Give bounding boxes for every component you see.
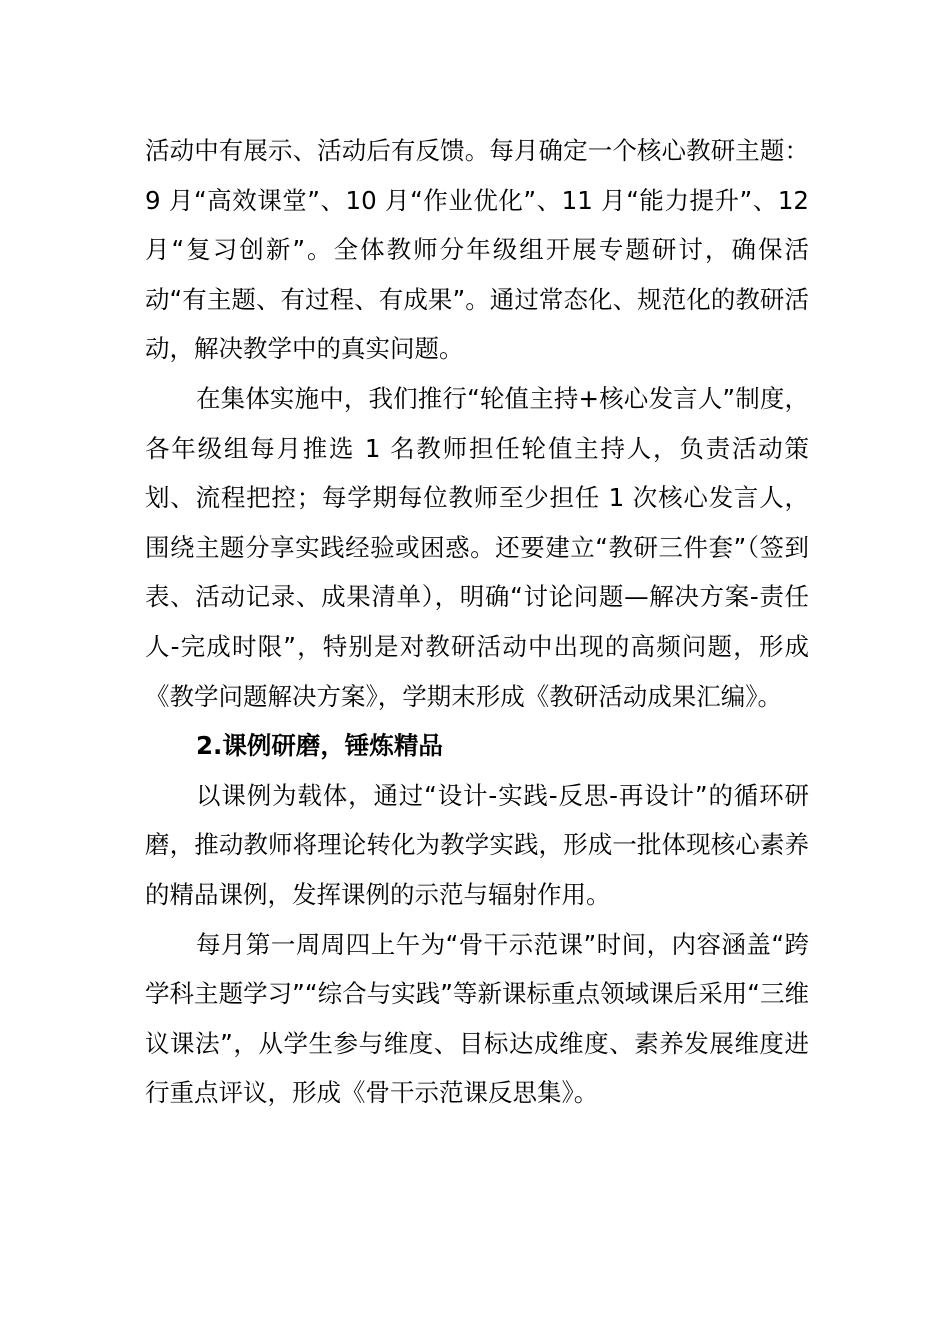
paragraph-activity-themes: 活动中有展示、活动后有反馈。每月确定一个核心教研主题：9 月“高效课堂”、10 月“作业优化”、11 月“能力提升”、12 月“复习创新”。全体教师分年级组开展专题研讨，确保活动“有主题、有过程、有成果”。通过常态化、规范化的教研活动，解决教学中的真实问题。: [145, 136, 809, 364]
paragraph-lesson-cycle: 以课例为载体，通过“设计-实践-反思-再设计”的循环研磨，推动教师将理论转化为教学实践，形成一批体现核心素养的精品课例，发挥课例的示范与辐射作用。: [145, 780, 809, 909]
document-body: [145, 126, 809, 1118]
paragraph-rotating-host-system: 在集体实施中，我们推行“轮值主持+核心发言人”制度，各年级组每月推选 1 名教师担任轮值主持人，负责活动策划、流程把控；每学期每位教师至少担任 1 次核心发言人，围绕主题分享实践经验或困惑。还要建立“教研三件套”（签到表、活动记录、成果清单），明确“讨论问题—解决方案-责任人-完成时限”，特别是对教研活动中出现的高频问题，形成《教学问题解决方案》，学期末形成《教研活动成果汇编》。: [145, 383, 809, 711]
section-heading-lesson-polishing: 2.课例研磨，锤炼精品: [196, 731, 443, 761]
paragraph-demo-lessons: 每月第一周周四上午为“骨干示范课”时间，内容涵盖“跨学科主题学习”“综合与实践”等新课标重点领域课后采用“三维议课法”，从学生参与维度、目标达成维度、素养发展维度进行重点评议，形成《骨干示范课反思集》。: [145, 929, 809, 1108]
